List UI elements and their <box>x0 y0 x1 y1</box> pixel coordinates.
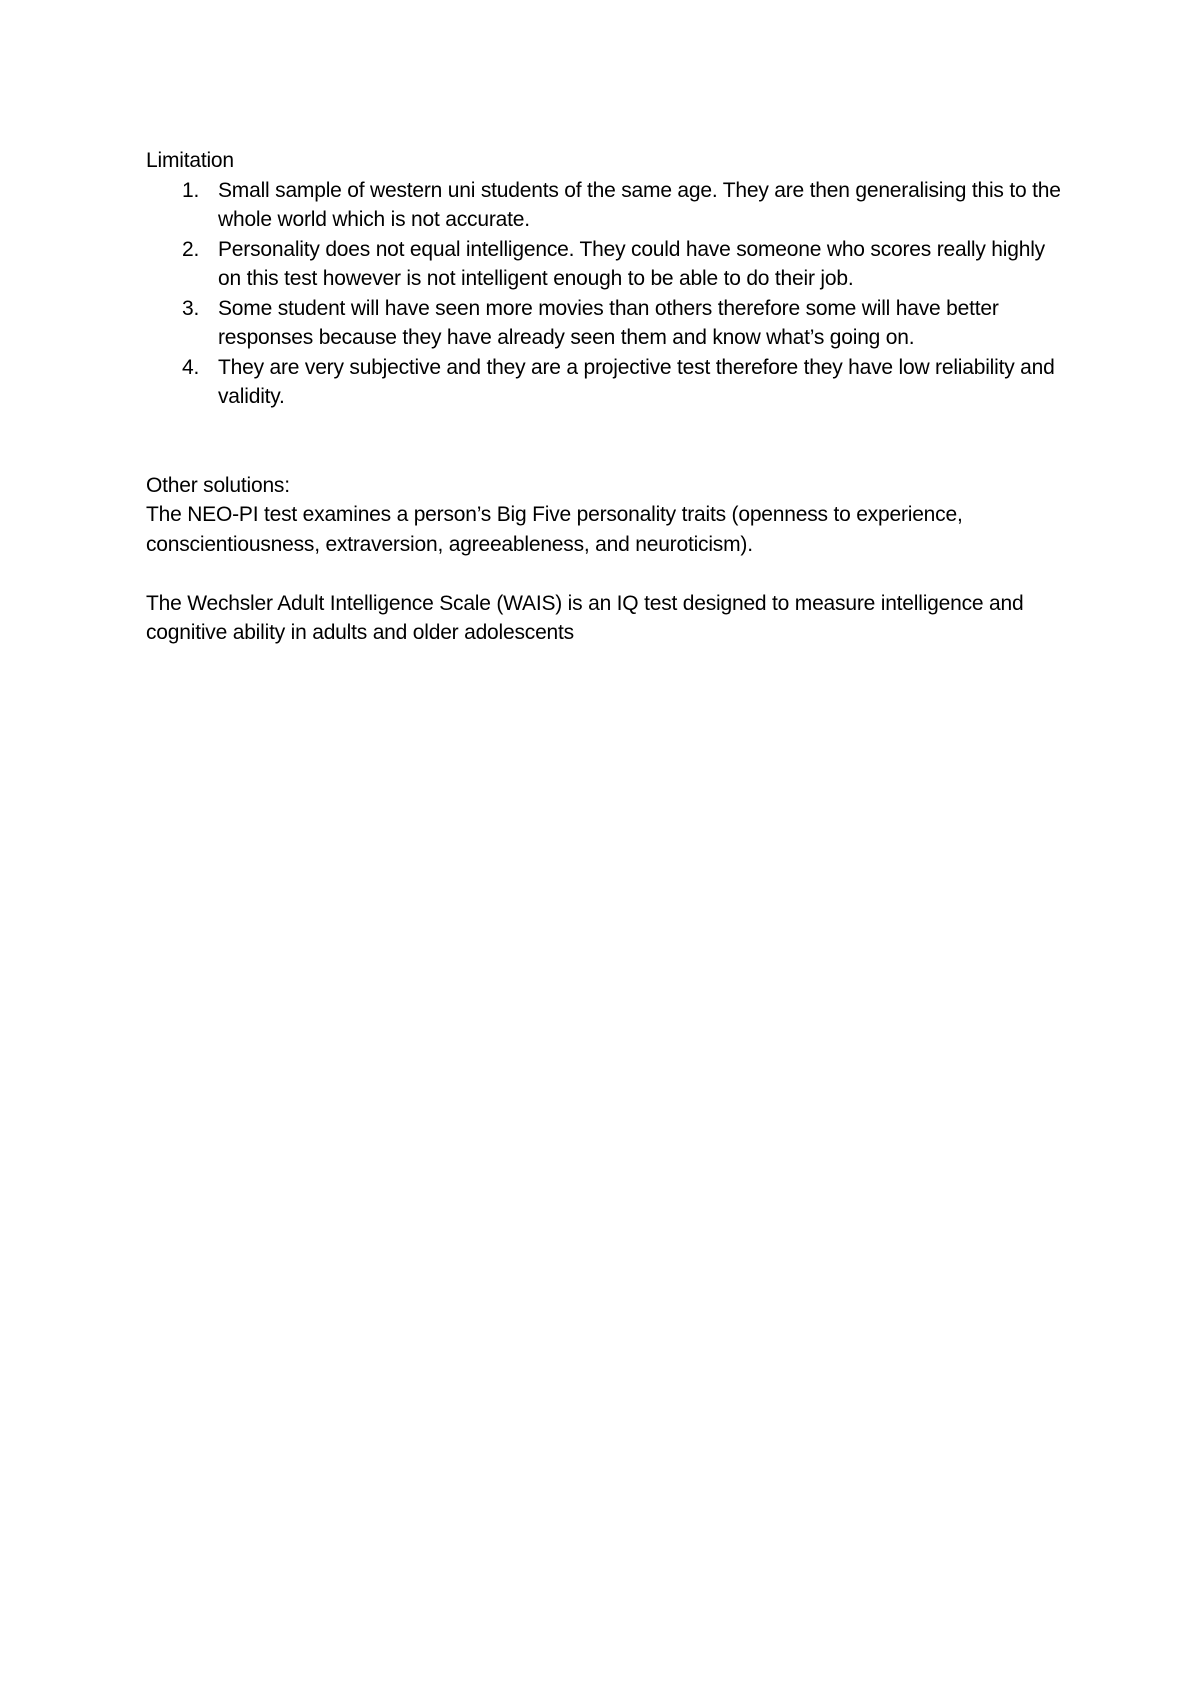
list-item-number: 3. <box>182 296 200 320</box>
other-solutions-heading: Other solutions: <box>146 473 290 497</box>
list-item <box>146 294 1066 353</box>
list-item <box>146 353 1066 412</box>
list-item-number: 2. <box>182 237 200 261</box>
list-item-text: Small sample of western uni students of the same age. They are then generalising this to the whole world which is not accurate. <box>218 178 1061 231</box>
list-item-number: 1. <box>182 178 200 202</box>
list-item <box>146 235 1066 294</box>
list-item-number: 4. <box>182 355 200 379</box>
list-item-text: Some student will have seen more movies than others therefore some will have better responses because they have already seen them and know what’s going on. <box>218 296 999 349</box>
neo-pi-paragraph: The NEO-PI test examines a person’s Big Five personality traits (openness to experience, conscientiousness, extraversion, agreeableness, and neuroticism). <box>146 503 963 556</box>
document-body <box>146 146 1066 648</box>
list-item-text: They are very subjective and they are a projective test therefore they have low reliability and validity. <box>218 355 1055 408</box>
list-item <box>146 176 1066 235</box>
list-item-text: Personality does not equal intelligence. They could have someone who scores really highly on this test however is not intelligent enough to be able to do their job. <box>218 237 1045 290</box>
paragraph-spacer <box>146 559 1066 589</box>
section-spacer <box>146 412 1066 471</box>
wais-paragraph: The Wechsler Adult Intelligence Scale (WAIS) is an IQ test designed to measure intelligence and cognitive ability in adults and older adolescents <box>146 591 1024 644</box>
limitation-list <box>146 176 1066 412</box>
limitation-heading: Limitation <box>146 149 234 172</box>
